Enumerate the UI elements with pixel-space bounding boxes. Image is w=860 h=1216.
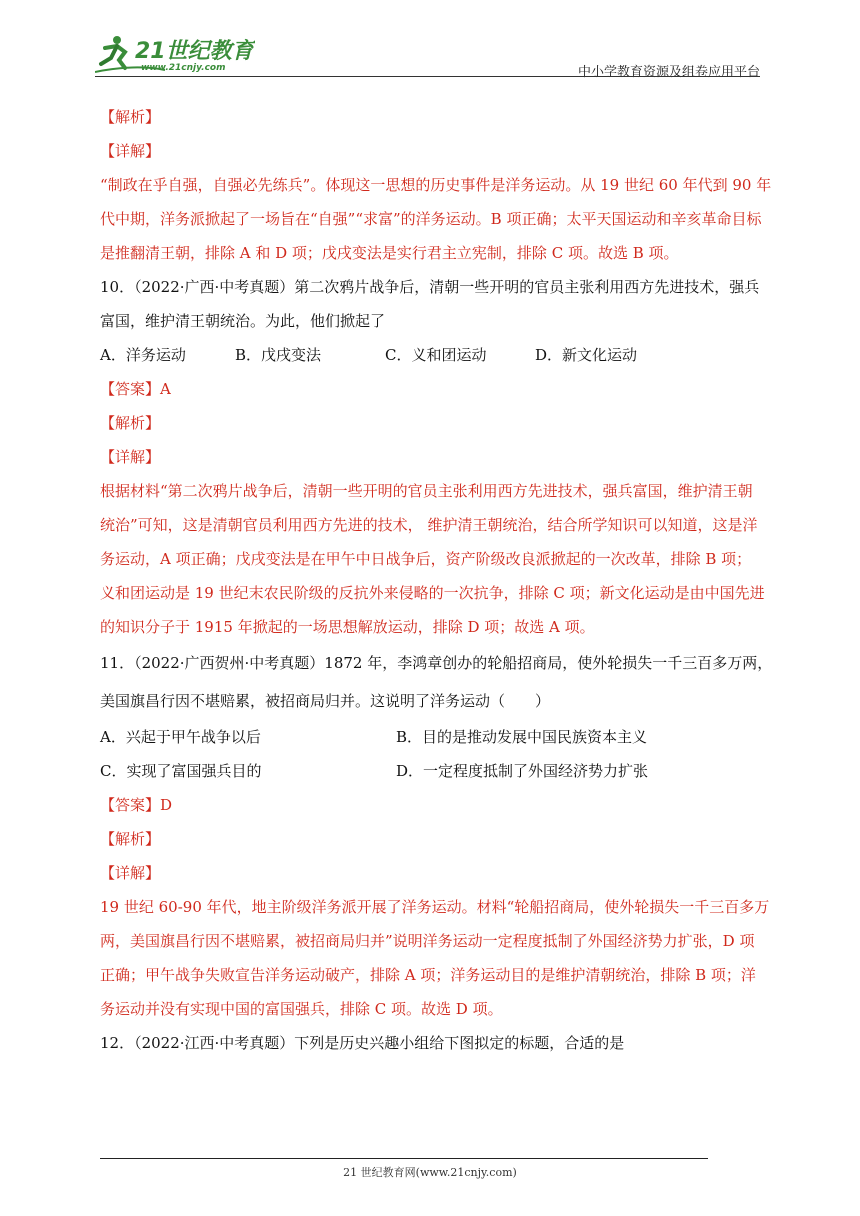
q11-option-d: D．一定程度抵制了外国经济势力扩张 xyxy=(396,762,649,780)
q11-stem: 11．（2022·广西贺州·中考真题）1872 年，李鸿章创办的轮船招商局，使外轮损失一千三百多万两， xyxy=(100,654,773,672)
q10-answer xyxy=(100,372,765,406)
q10-stem: 10．（2022·广西·中考真题）第二次鸦片战争后，清朝一些开明的官员主张利用西方先进技术，强兵 xyxy=(100,278,760,296)
q10-analysis-label: 【解析】 xyxy=(100,414,161,432)
q11-detail-line: 两，美国旗昌行因不堪赔累，被招商局归并”说明洋务运动一定程度抵制了外国经济势力扩张，D 项 xyxy=(100,932,755,950)
answer-label: 【答案】 xyxy=(100,796,161,814)
footer-text: 21 世纪教育网(www.21cnjy.com) xyxy=(343,1166,517,1179)
q10-detail-line: 统治”可知，这是清朝官员利用西方先进的技术， 维护清王朝统治，结合所学知识可以知道，这是洋 xyxy=(100,516,758,534)
q11-option-b: B．目的是推动发展中国民族资本主义 xyxy=(396,728,648,746)
q10-option-b: B．戊戌变法 xyxy=(235,346,322,364)
site-logo xyxy=(95,34,255,74)
header-divider xyxy=(95,76,760,77)
q10-detail-line: 根据材料“第二次鸦片战争后，清朝一些开明的官员主张利用西方先进技术，强兵富国，维护清王朝 xyxy=(100,482,753,500)
q10-stem: 富国，维护清王朝统治。为此，他们掀起了 xyxy=(100,312,386,330)
q11-option-c: C．实现了富国强兵目的 xyxy=(100,762,262,780)
q10-detail-line: 务运动，A 项正确；戊戌变法是在甲午中日战争后，资产阶级改良派掀起的一次改革，排除 B 项； xyxy=(100,550,752,568)
page-header xyxy=(95,28,760,78)
q9-detail-label: 【详解】 xyxy=(100,142,161,160)
q11-options-row1 xyxy=(100,720,765,754)
q11-answer xyxy=(100,788,765,822)
q10-detail-line: 义和团运动是 19 世纪末农民阶级的反抗外来侵略的一次抗争，排除 C 项；新文化运动是由中国先进 xyxy=(100,584,765,602)
q9-detail-line: “制政在乎自强，自强必先练兵”。体现这一思想的历史事件是洋务运动。从 19 世纪 60 年代到 90 年 xyxy=(100,176,772,194)
q10-detail-line: 的知识分子于 1915 年掀起的一场思想解放运动，排除 D 项；故选 A 项。 xyxy=(100,618,595,636)
q10-option-c: C．义和团运动 xyxy=(385,346,487,364)
q11-detail-line: 正确；甲午战争失败宣告洋务运动破产，排除 A 项；洋务运动目的是维护清朝统治，排除 B 项；洋 xyxy=(100,966,756,984)
answer-value: A xyxy=(160,380,171,398)
platform-name: 中小学教育资源及组卷应用平台 xyxy=(577,65,760,80)
q11-option-a: A．兴起于甲午战争以后 xyxy=(100,728,261,746)
q12-stem: 12．（2022·江西·中考真题）下列是历史兴趣小组给下图拟定的标题，合适的是 xyxy=(100,1034,625,1052)
q10-option-a: A．洋务运动 xyxy=(100,346,186,364)
q11-detail-line: 务运动并没有实现中国的富国强兵，排除 C 项。故选 D 项。 xyxy=(100,1000,503,1018)
q9-detail-line: 是推翻清王朝，排除 A 和 D 项；戊戌变法是实行君主立宪制，排除 C 项。故选 B 项。 xyxy=(100,244,679,262)
q11-detail-line: 19 世纪 60-90 年代，地主阶级洋务派开展了洋务运动。材料“轮船招商局，使外轮损失一千三百多万 xyxy=(100,898,770,916)
q11-options-row2 xyxy=(100,754,765,788)
q11-detail-label: 【详解】 xyxy=(100,864,161,882)
q9-detail-line: 代中期，洋务派掀起了一场旨在“自强”“求富”的洋务运动。B 项正确；太平天国运动和辛亥革命目标 xyxy=(100,210,762,228)
svg-text:21世纪教育: 21世纪教育 xyxy=(135,39,254,64)
q10-detail-label: 【详解】 xyxy=(100,448,161,466)
q11-analysis-label: 【解析】 xyxy=(100,830,161,848)
q10-option-d: D．新文化运动 xyxy=(535,346,638,364)
q9-analysis-label: 【解析】 xyxy=(100,108,161,126)
document-body xyxy=(100,100,773,1060)
answer-value: D xyxy=(160,796,173,814)
q10-options xyxy=(100,338,765,372)
q11-stem: 美国旗昌行因不堪赔累，被招商局归并。这说明了洋务运动（ ） xyxy=(100,692,551,710)
footer-divider xyxy=(100,1158,708,1159)
answer-label: 【答案】 xyxy=(100,380,161,398)
svg-text:www.21cnjy.com: www.21cnjy.com xyxy=(141,63,226,73)
